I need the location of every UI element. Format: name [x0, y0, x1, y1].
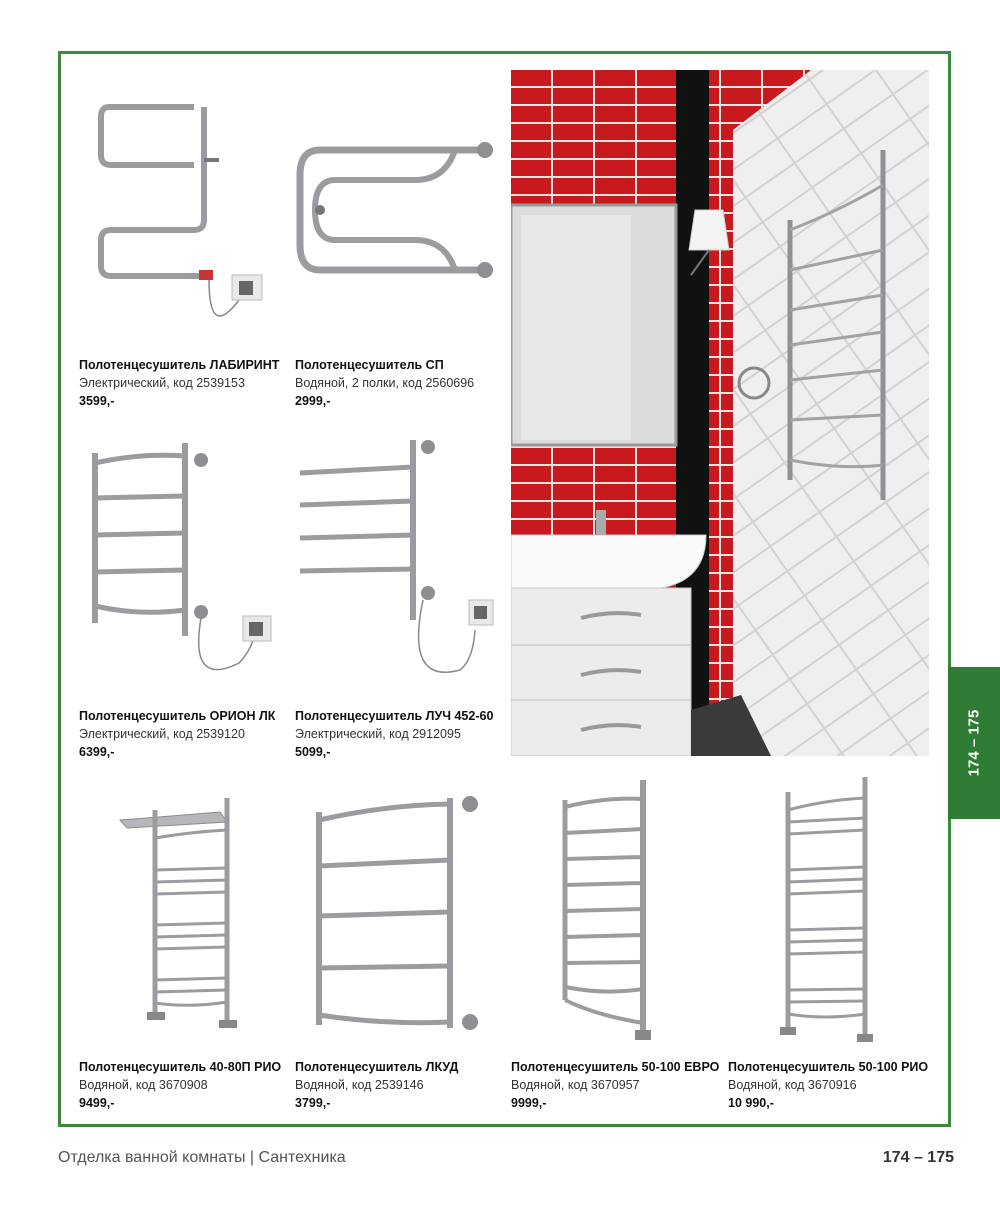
towel-rail-50-100-evro-image: [555, 775, 675, 1050]
product-5-price: 9499,-: [79, 1096, 115, 1110]
product-7-desc: Водяной, код 3670957: [511, 1078, 640, 1092]
product-sp[interactable]: [295, 130, 510, 290]
product-orion-lk[interactable]: [79, 438, 294, 703]
product-3-name: Полотенцесушитель ОРИОН ЛК: [79, 709, 276, 723]
side-tab-pages: 174 – 175: [965, 709, 983, 777]
product-4-price: 5099,-: [295, 745, 331, 759]
product-8-name: Полотенцесушитель 50-100 РИО: [728, 1060, 929, 1074]
product-1-price: 3599,-: [79, 394, 115, 408]
product-1-text: [79, 356, 279, 410]
product-lkud[interactable]: [305, 790, 490, 1040]
product-4-text: [295, 707, 493, 761]
product-1-desc: Электрический, код 2539153: [79, 376, 245, 390]
footer-section-title: Отделка ванной комнаты: [58, 1149, 246, 1166]
product-6-name: Полотенцесушитель ЛКУД: [295, 1060, 459, 1074]
towel-rail-labirint-image: [79, 90, 294, 330]
product-50-100-rio[interactable]: [770, 772, 890, 1047]
towel-rail-lkud-image: [305, 790, 490, 1040]
footer-section: [58, 1149, 346, 1167]
towel-rail-sp-image: [295, 130, 510, 290]
product-3-desc: Электрический, код 2539120: [79, 727, 245, 741]
product-4-desc: Электрический, код 2912095: [295, 727, 461, 741]
product-6-text: [295, 1058, 458, 1112]
product-1-name: Полотенцесушитель ЛАБИРИНТ: [79, 358, 280, 372]
product-8-text: [728, 1058, 928, 1112]
towel-rail-50-100-rio-image: [770, 772, 890, 1047]
product-5-desc: Водяной, код 3670908: [79, 1078, 208, 1092]
towel-rail-luch-image: [295, 435, 510, 700]
product-3-text: [79, 707, 275, 761]
product-2-price: 2999,-: [295, 394, 331, 408]
bathroom-illustration: [511, 70, 929, 756]
product-7-name: Полотенцесушитель 50-100 ЕВРО: [511, 1060, 720, 1074]
product-7-text: [511, 1058, 719, 1112]
footer-category: Сантехника: [258, 1149, 346, 1166]
footer-separator: |: [249, 1149, 255, 1166]
footer-page-numbers: 174 – 175: [882, 1149, 954, 1166]
product-6-desc: Водяной, код 2539146: [295, 1078, 424, 1092]
product-2-text: [295, 356, 474, 410]
product-4-name: Полотенцесушитель ЛУЧ 452-60: [295, 709, 494, 723]
product-3-price: 6399,-: [79, 745, 115, 759]
product-2-name: Полотенцесушитель СП: [295, 358, 444, 372]
product-labirint[interactable]: [79, 90, 294, 330]
product-5-text: [79, 1058, 281, 1112]
product-5-name: Полотенцесушитель 40-80П РИО: [79, 1060, 282, 1074]
towel-rail-orion-image: [79, 438, 294, 703]
product-luch[interactable]: [295, 435, 510, 700]
product-8-price: 10 990,-: [728, 1096, 774, 1110]
product-6-price: 3799,-: [295, 1096, 331, 1110]
product-40-80p-rio[interactable]: [115, 790, 255, 1040]
product-50-100-evro[interactable]: [555, 775, 675, 1050]
product-7-price: 9999,-: [511, 1096, 547, 1110]
page-side-tab: [948, 667, 1000, 819]
product-8-desc: Водяной, код 3670916: [728, 1078, 857, 1092]
towel-rail-40-80p-rio-image: [115, 790, 255, 1040]
product-2-desc: Водяной, 2 полки, код 2560696: [295, 376, 475, 390]
bathroom-photo: [511, 70, 929, 756]
